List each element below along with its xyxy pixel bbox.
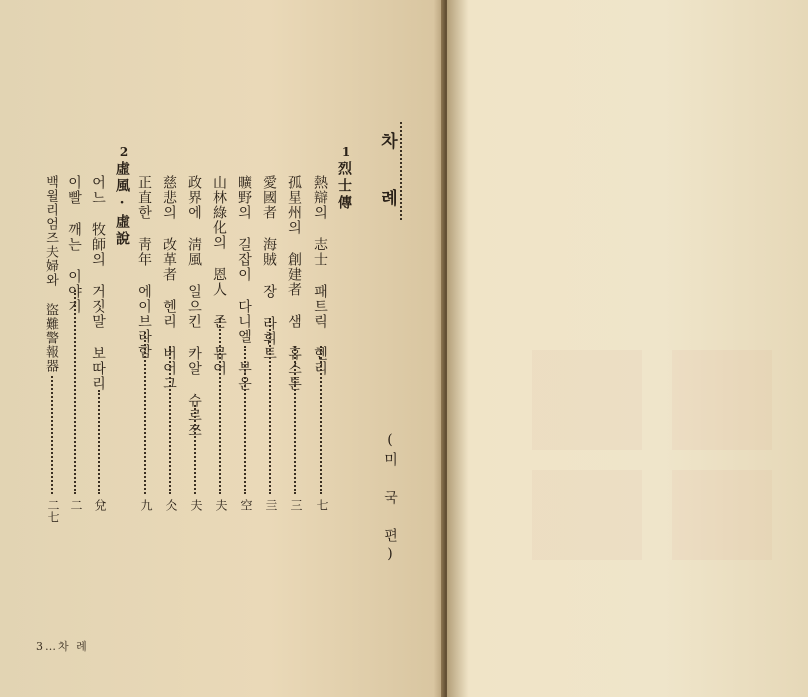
toc-title: 차 례 — [377, 132, 397, 216]
page-number: 三 — [289, 499, 303, 511]
toc-entry: 어느 牧師의 거짓말 보따리 — [90, 175, 106, 391]
page-number: 二 — [69, 499, 83, 511]
leader-dots — [320, 346, 322, 494]
show-through — [532, 470, 642, 560]
leader-dots — [219, 318, 221, 494]
page-number: 七 — [315, 499, 329, 511]
toc-subtitle: (미 국 편) — [382, 432, 398, 566]
title-rule — [400, 122, 402, 220]
toc-entry: 愛國者 海賊 장 라휘트 — [261, 175, 277, 361]
toc-entry: 山林綠化의 恩人 존 뮤어 — [211, 175, 227, 376]
section-number: 1 — [339, 145, 353, 159]
show-through — [672, 350, 772, 450]
section-title: 烈士傳 — [336, 161, 352, 212]
leader-dots — [269, 318, 271, 494]
toc-entry: 正直한 靑年 에이브라함 — [136, 175, 152, 359]
section-title: 虛風·虛說 — [114, 161, 130, 248]
right-page-blank — [447, 0, 808, 697]
show-through — [672, 470, 772, 560]
section-number: 2 — [117, 145, 131, 159]
page-number: 二七 — [46, 499, 60, 523]
leader-dots — [144, 332, 146, 494]
toc-entry: 熱辯의 志士 패트릭 헨리 — [312, 175, 328, 376]
page-number: 仌 — [164, 499, 178, 511]
leader-dots — [98, 390, 100, 494]
leader-dots — [74, 290, 76, 494]
page-number: 亖 — [264, 499, 278, 511]
page-number: 兌 — [93, 499, 107, 511]
page-number: 夫 — [189, 499, 203, 511]
show-through — [532, 350, 642, 450]
page-number: 九 — [139, 499, 153, 511]
toc-entry: 백윌리엄즈夫婦와 盜難警報器 — [43, 175, 58, 373]
leader-dots — [51, 376, 53, 494]
leader-dots — [294, 346, 296, 494]
toc-entry: 慈悲의 改革者 헨리 버어그 — [161, 175, 177, 391]
leader-dots — [244, 346, 246, 494]
toc-entry: 政界에 淸風 일으킨 카알 슈르쯔 — [186, 175, 202, 438]
leader-dots — [194, 405, 196, 494]
toc-entry: 曠野의 길잡이 다니엘 부운 — [236, 175, 252, 391]
toc-entry: 孤星州의 創建者 샘 휴스톤 — [286, 175, 302, 391]
leader-dots — [169, 346, 171, 494]
folio: 3…차 례 — [36, 640, 89, 653]
page-number: 夫 — [214, 499, 228, 511]
page-number: 空 — [239, 499, 253, 511]
toc-entry: 이빨 깨는 이야기 — [66, 175, 82, 314]
